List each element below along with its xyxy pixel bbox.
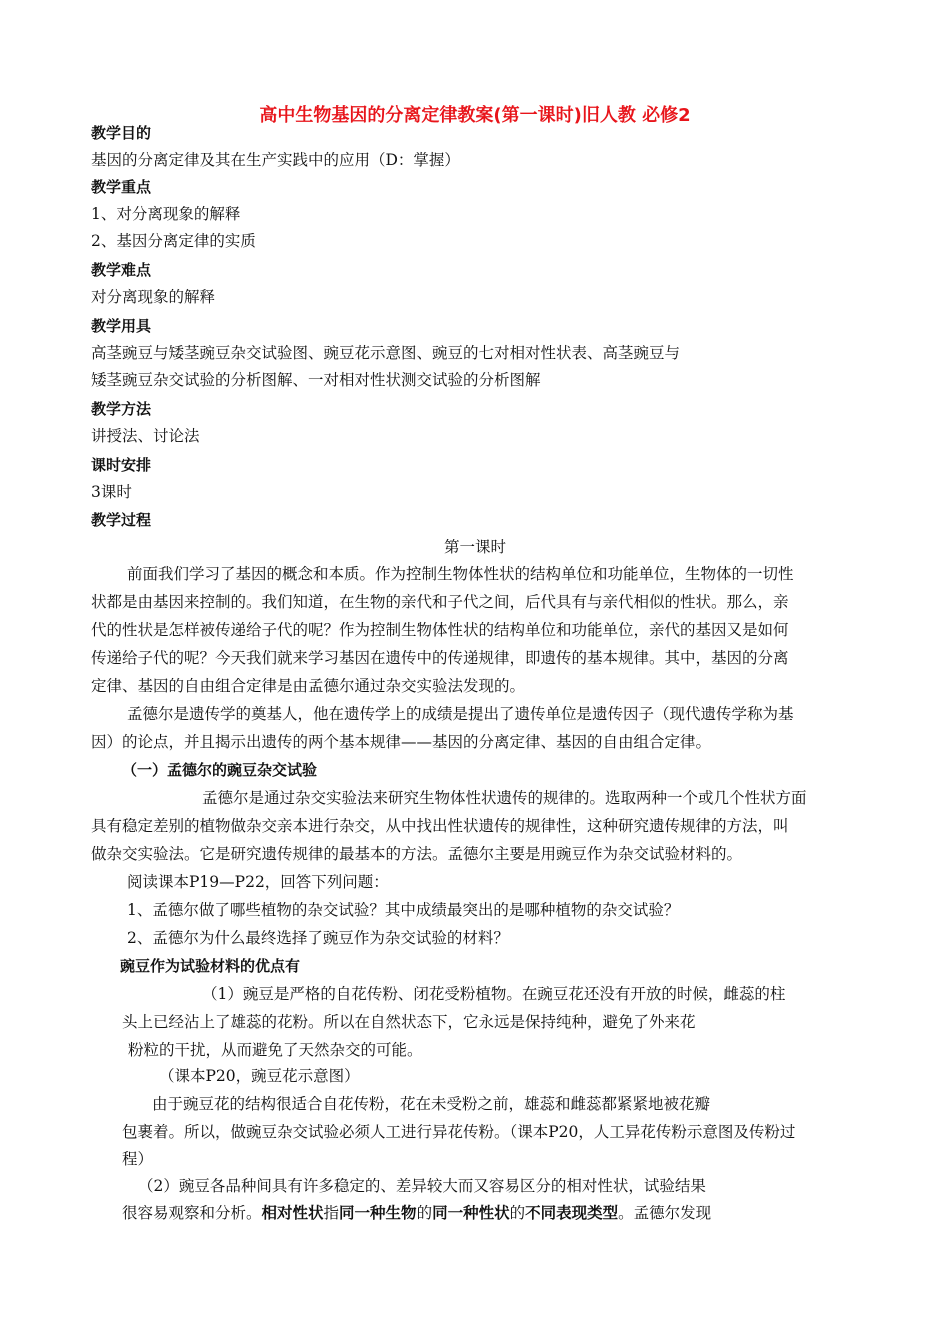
methods-heading: 教学方法 bbox=[91, 400, 152, 418]
paragraph-2-line-1: 孟德尔是遗传学的奠基人，他在遗传学上的成绩是提出了遗传单位是遗传因子（现代遗传学称为基 bbox=[127, 705, 794, 723]
figure-note: （课本P20，豌豆花示意图） bbox=[159, 1067, 360, 1085]
paragraph-2-line-2: 因）的论点，并且揭示出遗传的两个基本规律——基因的分离定律、基因的自由组合定律。 bbox=[91, 733, 712, 751]
term-different-types: 不同表现类型 bbox=[525, 1204, 619, 1222]
methods-text: 讲授法、讨论法 bbox=[91, 427, 200, 445]
advantage-1-line-1: （1）豌豆是严格的自花传粉、闭花受粉植物。在豌豆花还没有开放的时候，雌蕊的柱 bbox=[202, 985, 786, 1003]
paragraph-3-line-1: 孟德尔是通过杂交实验法来研究生物体性状遗传的规律的。选取两种一个或几个性状方面 bbox=[202, 789, 807, 807]
tools-heading: 教学用具 bbox=[91, 317, 152, 335]
key-points-heading: 教学重点 bbox=[91, 178, 152, 196]
question-2: 2、孟德尔为什么最终选择了豌豆作为杂交试验的材料？ bbox=[127, 929, 509, 947]
question-1: 1、孟德尔做了哪些植物的杂交试验？其中成绩最突出的是哪种植物的杂交试验？ bbox=[127, 901, 680, 919]
paragraph-1-line-4: 传递给子代的呢？今天我们就来学习基因在遗传中的传递规律，即遗传的基本规律。其中，基因的分离 bbox=[91, 649, 789, 667]
connector-text-1: 指 bbox=[323, 1204, 340, 1222]
advantage-2-prefix: 很容易观察和分析。 bbox=[122, 1204, 262, 1222]
key-point-1: 1、对分离现象的解释 bbox=[91, 205, 241, 223]
advantage-1-line-2: 头上已经沾上了雄蕊的花粉。所以在自然状态下，它永远是保持纯种，避免了外来花 bbox=[122, 1013, 696, 1031]
term-relative-trait: 相对性状 bbox=[261, 1204, 324, 1222]
objectives-heading: 教学目的 bbox=[91, 124, 152, 142]
paragraph-1-line-2: 状都是由基因来控制的。我们知道，在生物的亲代和子代之间，后代具有与亲代相似的性状。那么，亲 bbox=[91, 593, 789, 611]
paragraph-1-line-3: 代的性状是怎样被传递给子代的呢？作为控制生物体性状的结构单位和功能单位，亲代的基因又是如何 bbox=[91, 621, 789, 639]
advantage-2-suffix: 。孟德尔发现 bbox=[618, 1204, 712, 1222]
paragraph-1-line-1: 前面我们学习了基因的概念和本质。作为控制生物体性状的结构单位和功能单位，生物体的一切性 bbox=[127, 565, 794, 583]
tools-line-1: 高茎豌豆与矮茎豌豆杂交试验图、豌豆花示意图、豌豆的七对相对性状表、高茎豌豆与 bbox=[91, 344, 681, 362]
paragraph-3-line-2: 具有稳定差别的植物做杂交亲本进行杂交，从中找出性状遗传的规律性，这种研究遗传规律的方法，叫 bbox=[91, 817, 789, 835]
paragraph-4-line-1: 由于豌豆花的结构很适合自花传粉，花在未受粉之前，雄蕊和雌蕊都紧紧地被花瓣 bbox=[152, 1095, 711, 1113]
difficulty-heading: 教学难点 bbox=[91, 261, 152, 279]
key-point-2: 2、基因分离定律的实质 bbox=[91, 232, 256, 250]
paragraph-1-line-5: 定律、基因的自由组合定律是由孟德尔通过杂交实验法发现的。 bbox=[91, 677, 526, 695]
advantage-1-line-3: 粉粒的干扰，从而避免了天然杂交的可能。 bbox=[128, 1041, 423, 1059]
schedule-heading: 课时安排 bbox=[91, 456, 152, 474]
connector-text-2: 的 bbox=[416, 1204, 433, 1222]
reading-instruction: 阅读课本P19—P22，回答下列问题： bbox=[127, 873, 389, 891]
section-1-heading: （一）孟德尔的豌豆杂交试验 bbox=[122, 761, 318, 779]
paragraph-4-line-2: 包裹着。所以，做豌豆杂交试验必须人工进行异花传粉。（课本P20，人工异花传粉示意图及传粉过 bbox=[122, 1123, 796, 1141]
objectives-text: 基因的分离定律及其在生产实践中的应用（D：掌握） bbox=[91, 151, 460, 169]
document-title: 高中生物基因的分离定律教案(第一课时)旧人教 必修2 bbox=[259, 105, 691, 126]
difficulty-text: 对分离现象的解释 bbox=[91, 288, 216, 306]
advantage-2-line-1: （2）豌豆各品种间具有许多稳定的、差异较大而又容易区分的相对性状，试验结果 bbox=[138, 1177, 706, 1195]
advantage-2-line-2 bbox=[122, 1203, 711, 1223]
paragraph-3-line-3: 做杂交实验法。它是研究遗传规律的最基本的方法。孟德尔主要是用豌豆作为杂交试验材料的。 bbox=[91, 845, 743, 863]
advantages-heading: 豌豆作为试验材料的优点有 bbox=[120, 957, 301, 975]
process-heading: 教学过程 bbox=[91, 511, 152, 529]
term-same-trait: 同一种性状 bbox=[432, 1204, 510, 1222]
tools-line-2: 矮茎豌豆杂交试验的分析图解、一对相对性状测交试验的分析图解 bbox=[91, 371, 541, 389]
connector-text-3: 的 bbox=[509, 1204, 526, 1222]
schedule-text: 3课时 bbox=[91, 483, 132, 501]
term-same-species: 同一种生物 bbox=[339, 1204, 417, 1222]
paragraph-4-line-3: 程） bbox=[122, 1150, 154, 1168]
lesson-title: 第一课时 bbox=[443, 538, 506, 556]
